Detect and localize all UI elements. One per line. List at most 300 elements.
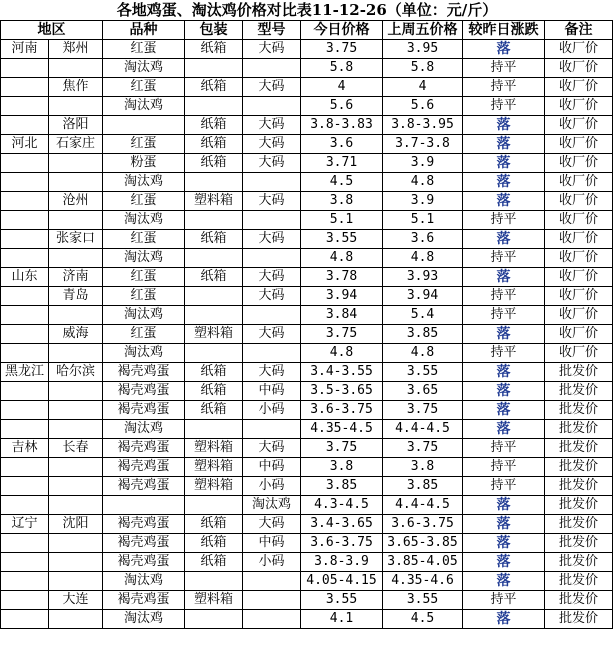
- col-header-packing: 包装: [185, 21, 243, 40]
- col-header-note: 备注: [545, 21, 613, 40]
- table-row: [1, 515, 613, 534]
- city-cell: 张家口: [49, 230, 103, 249]
- trend-cell: 落: [463, 401, 545, 420]
- packing-cell: 塑料箱: [185, 192, 243, 211]
- packing-cell: 纸箱: [185, 401, 243, 420]
- table-row: [1, 610, 613, 629]
- table-row: [1, 230, 613, 249]
- size-cell: 大码: [243, 154, 301, 173]
- variety-cell: 褐壳鸡蛋: [103, 382, 185, 401]
- city-cell: [49, 211, 103, 230]
- last-friday-price-cell: 3.9: [383, 192, 463, 211]
- city-cell: [49, 534, 103, 553]
- trend-cell: 落: [463, 534, 545, 553]
- variety-cell: 褐壳鸡蛋: [103, 553, 185, 572]
- packing-cell: 纸箱: [185, 230, 243, 249]
- trend-cell: 落: [463, 135, 545, 154]
- region-cell: 辽宁: [1, 515, 49, 534]
- variety-cell: 淘汰鸡: [103, 572, 185, 591]
- size-cell: [243, 173, 301, 192]
- last-friday-price-cell: 3.55: [383, 363, 463, 382]
- packing-cell: 纸箱: [185, 382, 243, 401]
- note-cell: 批发价: [545, 401, 613, 420]
- city-cell: 济南: [49, 268, 103, 287]
- trend-cell: 落: [463, 553, 545, 572]
- last-friday-price-cell: 3.95: [383, 40, 463, 59]
- variety-cell: 淘汰鸡: [103, 249, 185, 268]
- table-row: [1, 572, 613, 591]
- city-cell: 青岛: [49, 287, 103, 306]
- variety-cell: 红蛋: [103, 192, 185, 211]
- city-cell: 威海: [49, 325, 103, 344]
- trend-cell: 落: [463, 363, 545, 382]
- variety-cell: 褐壳鸡蛋: [103, 515, 185, 534]
- table-row: [1, 420, 613, 439]
- city-cell: [49, 97, 103, 116]
- note-cell: 收厂价: [545, 268, 613, 287]
- last-friday-price-cell: 4.8: [383, 344, 463, 363]
- trend-cell: 落: [463, 325, 545, 344]
- region-cell: [1, 192, 49, 211]
- city-cell: [49, 477, 103, 496]
- page-title: 各地鸡蛋、淘汰鸡价格对比表11-12-26（单位：元/斤）: [116, 1, 498, 19]
- last-friday-price-cell: 4.8: [383, 249, 463, 268]
- packing-cell: [185, 496, 243, 515]
- size-cell: [243, 591, 301, 610]
- trend-cell: 持平: [463, 78, 545, 97]
- region-cell: 吉林: [1, 439, 49, 458]
- city-cell: 石家庄: [49, 135, 103, 154]
- size-cell: [243, 59, 301, 78]
- last-friday-price-cell: 3.65-3.85: [383, 534, 463, 553]
- note-cell: 收厂价: [545, 287, 613, 306]
- table-row: [1, 325, 613, 344]
- packing-cell: [185, 610, 243, 629]
- size-cell: [243, 420, 301, 439]
- packing-cell: [185, 306, 243, 325]
- variety-cell: 淘汰鸡: [103, 420, 185, 439]
- packing-cell: 塑料箱: [185, 439, 243, 458]
- last-friday-price-cell: 4.4-4.5: [383, 420, 463, 439]
- packing-cell: 塑料箱: [185, 325, 243, 344]
- region-cell: [1, 230, 49, 249]
- today-price-cell: 3.6: [301, 135, 383, 154]
- trend-cell: 落: [463, 268, 545, 287]
- last-friday-price-cell: 3.6-3.75: [383, 515, 463, 534]
- region-cell: [1, 249, 49, 268]
- today-price-cell: 5.8: [301, 59, 383, 78]
- last-friday-price-cell: 3.65: [383, 382, 463, 401]
- today-price-cell: 3.94: [301, 287, 383, 306]
- region-cell: [1, 173, 49, 192]
- today-price-cell: 3.8: [301, 458, 383, 477]
- size-cell: 淘汰鸡: [243, 496, 301, 515]
- packing-cell: [185, 97, 243, 116]
- city-cell: [49, 401, 103, 420]
- col-header-region: 地区: [1, 21, 103, 40]
- packing-cell: [185, 59, 243, 78]
- size-cell: [243, 344, 301, 363]
- today-price-cell: 5.6: [301, 97, 383, 116]
- region-cell: [1, 610, 49, 629]
- last-friday-price-cell: 3.94: [383, 287, 463, 306]
- region-cell: [1, 591, 49, 610]
- size-cell: 小码: [243, 401, 301, 420]
- city-cell: 哈尔滨: [49, 363, 103, 382]
- note-cell: 收厂价: [545, 97, 613, 116]
- today-price-cell: 3.71: [301, 154, 383, 173]
- region-cell: [1, 97, 49, 116]
- note-cell: 批发价: [545, 496, 613, 515]
- variety-cell: 红蛋: [103, 78, 185, 97]
- trend-cell: 落: [463, 173, 545, 192]
- variety-cell: 褐壳鸡蛋: [103, 534, 185, 553]
- size-cell: [243, 572, 301, 591]
- last-friday-price-cell: 4.35-4.6: [383, 572, 463, 591]
- today-price-cell: 4.8: [301, 344, 383, 363]
- size-cell: 大码: [243, 439, 301, 458]
- packing-cell: 纸箱: [185, 135, 243, 154]
- note-cell: 收厂价: [545, 173, 613, 192]
- packing-cell: 塑料箱: [185, 458, 243, 477]
- region-cell: [1, 154, 49, 173]
- city-cell: [49, 420, 103, 439]
- last-friday-price-cell: 5.8: [383, 59, 463, 78]
- note-cell: 收厂价: [545, 78, 613, 97]
- table-row: [1, 439, 613, 458]
- col-header-trend: 较昨日涨跌: [463, 21, 545, 40]
- table-row: [1, 477, 613, 496]
- today-price-cell: 3.5-3.65: [301, 382, 383, 401]
- region-cell: [1, 306, 49, 325]
- size-cell: 大码: [243, 116, 301, 135]
- today-price-cell: 4.8: [301, 249, 383, 268]
- variety-cell: 褐壳鸡蛋: [103, 591, 185, 610]
- trend-cell: 持平: [463, 591, 545, 610]
- packing-cell: [185, 287, 243, 306]
- city-cell: [49, 154, 103, 173]
- note-cell: 批发价: [545, 458, 613, 477]
- note-cell: 批发价: [545, 515, 613, 534]
- region-cell: 黑龙江: [1, 363, 49, 382]
- table-row: [1, 306, 613, 325]
- table-row: [1, 553, 613, 572]
- size-cell: 小码: [243, 477, 301, 496]
- variety-cell: 淘汰鸡: [103, 211, 185, 230]
- region-cell: 山东: [1, 268, 49, 287]
- trend-cell: 持平: [463, 59, 545, 78]
- today-price-cell: 4.1: [301, 610, 383, 629]
- note-cell: 收厂价: [545, 230, 613, 249]
- variety-cell: 褐壳鸡蛋: [103, 458, 185, 477]
- region-cell: 河南: [1, 40, 49, 59]
- table-row: [1, 591, 613, 610]
- today-price-cell: 3.8: [301, 192, 383, 211]
- size-cell: 大码: [243, 515, 301, 534]
- variety-cell: [103, 496, 185, 515]
- trend-cell: 落: [463, 40, 545, 59]
- variety-cell: 红蛋: [103, 268, 185, 287]
- size-cell: 中码: [243, 382, 301, 401]
- city-cell: 焦作: [49, 78, 103, 97]
- today-price-cell: 5.1: [301, 211, 383, 230]
- size-cell: 大码: [243, 268, 301, 287]
- city-cell: 长春: [49, 439, 103, 458]
- trend-cell: 持平: [463, 287, 545, 306]
- today-price-cell: 4.3-4.5: [301, 496, 383, 515]
- city-cell: [49, 344, 103, 363]
- table-row: [1, 116, 613, 135]
- city-cell: 郑州: [49, 40, 103, 59]
- table-row: [1, 154, 613, 173]
- city-cell: [49, 306, 103, 325]
- region-cell: [1, 287, 49, 306]
- packing-cell: [185, 572, 243, 591]
- table-row: [1, 496, 613, 515]
- region-cell: [1, 382, 49, 401]
- table-row: [1, 458, 613, 477]
- table-row: [1, 40, 613, 59]
- packing-cell: 纸箱: [185, 116, 243, 135]
- city-cell: 沧州: [49, 192, 103, 211]
- region-cell: [1, 401, 49, 420]
- size-cell: 大码: [243, 78, 301, 97]
- size-cell: 大码: [243, 287, 301, 306]
- city-cell: 洛阳: [49, 116, 103, 135]
- today-price-cell: 4.5: [301, 173, 383, 192]
- table-row: [1, 534, 613, 553]
- variety-cell: 淘汰鸡: [103, 306, 185, 325]
- packing-cell: [185, 249, 243, 268]
- table-row: [1, 211, 613, 230]
- city-cell: [49, 496, 103, 515]
- packing-cell: 纸箱: [185, 363, 243, 382]
- trend-cell: 落: [463, 496, 545, 515]
- packing-cell: 纸箱: [185, 40, 243, 59]
- today-price-cell: 3.6-3.75: [301, 534, 383, 553]
- last-friday-price-cell: 3.85: [383, 477, 463, 496]
- today-price-cell: 3.8-3.9: [301, 553, 383, 572]
- city-cell: [49, 249, 103, 268]
- col-header-today: 今日价格: [301, 21, 383, 40]
- region-cell: [1, 344, 49, 363]
- note-cell: 批发价: [545, 572, 613, 591]
- size-cell: 大码: [243, 325, 301, 344]
- note-cell: 收厂价: [545, 325, 613, 344]
- header-row: [1, 21, 613, 40]
- note-cell: 收厂价: [545, 154, 613, 173]
- last-friday-price-cell: 3.8-3.95: [383, 116, 463, 135]
- today-price-cell: 3.84: [301, 306, 383, 325]
- size-cell: 大码: [243, 40, 301, 59]
- city-cell: [49, 59, 103, 78]
- table-row: [1, 78, 613, 97]
- variety-cell: 粉蛋: [103, 154, 185, 173]
- packing-cell: 纸箱: [185, 515, 243, 534]
- region-cell: [1, 496, 49, 515]
- trend-cell: 持平: [463, 344, 545, 363]
- today-price-cell: 3.78: [301, 268, 383, 287]
- region-cell: [1, 477, 49, 496]
- table-row: [1, 59, 613, 78]
- note-cell: 批发价: [545, 610, 613, 629]
- trend-cell: 落: [463, 420, 545, 439]
- city-cell: 沈阳: [49, 515, 103, 534]
- region-cell: [1, 59, 49, 78]
- variety-cell: [103, 116, 185, 135]
- variety-cell: 红蛋: [103, 287, 185, 306]
- table-row: [1, 344, 613, 363]
- table-row: [1, 382, 613, 401]
- variety-cell: 红蛋: [103, 40, 185, 59]
- variety-cell: 淘汰鸡: [103, 610, 185, 629]
- variety-cell: 红蛋: [103, 230, 185, 249]
- variety-cell: 淘汰鸡: [103, 173, 185, 192]
- last-friday-price-cell: 5.1: [383, 211, 463, 230]
- city-cell: [49, 553, 103, 572]
- note-cell: 收厂价: [545, 40, 613, 59]
- packing-cell: 纸箱: [185, 154, 243, 173]
- today-price-cell: 3.75: [301, 325, 383, 344]
- size-cell: [243, 97, 301, 116]
- city-cell: [49, 173, 103, 192]
- table-row: [1, 287, 613, 306]
- note-cell: 批发价: [545, 382, 613, 401]
- trend-cell: 持平: [463, 97, 545, 116]
- region-cell: [1, 325, 49, 344]
- note-cell: 批发价: [545, 363, 613, 382]
- region-cell: [1, 116, 49, 135]
- last-friday-price-cell: 3.93: [383, 268, 463, 287]
- variety-cell: 淘汰鸡: [103, 97, 185, 116]
- today-price-cell: 3.85: [301, 477, 383, 496]
- table-row: [1, 97, 613, 116]
- size-cell: [243, 249, 301, 268]
- note-cell: 收厂价: [545, 249, 613, 268]
- trend-cell: 落: [463, 230, 545, 249]
- today-price-cell: 4: [301, 78, 383, 97]
- last-friday-price-cell: 3.7-3.8: [383, 135, 463, 154]
- size-cell: 大码: [243, 363, 301, 382]
- packing-cell: 塑料箱: [185, 477, 243, 496]
- variety-cell: 红蛋: [103, 325, 185, 344]
- note-cell: 收厂价: [545, 59, 613, 78]
- today-price-cell: 3.55: [301, 230, 383, 249]
- size-cell: 大码: [243, 192, 301, 211]
- size-cell: [243, 306, 301, 325]
- note-cell: 批发价: [545, 534, 613, 553]
- trend-cell: 持平: [463, 458, 545, 477]
- today-price-cell: 3.75: [301, 439, 383, 458]
- last-friday-price-cell: 3.75: [383, 439, 463, 458]
- today-price-cell: 4.35-4.5: [301, 420, 383, 439]
- note-cell: 收厂价: [545, 211, 613, 230]
- region-cell: [1, 458, 49, 477]
- last-friday-price-cell: 4: [383, 78, 463, 97]
- packing-cell: 纸箱: [185, 553, 243, 572]
- col-header-variety: 品种: [103, 21, 185, 40]
- last-friday-price-cell: 5.4: [383, 306, 463, 325]
- col-header-last-friday: 上周五价格: [383, 21, 463, 40]
- table-row: [1, 268, 613, 287]
- note-cell: 收厂价: [545, 135, 613, 154]
- trend-cell: 持平: [463, 211, 545, 230]
- region-cell: [1, 553, 49, 572]
- last-friday-price-cell: 3.85: [383, 325, 463, 344]
- trend-cell: 持平: [463, 439, 545, 458]
- packing-cell: [185, 211, 243, 230]
- note-cell: 批发价: [545, 477, 613, 496]
- variety-cell: 褐壳鸡蛋: [103, 401, 185, 420]
- today-price-cell: 3.55: [301, 591, 383, 610]
- region-cell: [1, 211, 49, 230]
- trend-cell: 落: [463, 154, 545, 173]
- trend-cell: 持平: [463, 249, 545, 268]
- today-price-cell: 3.4-3.65: [301, 515, 383, 534]
- col-header-size: 型号: [243, 21, 301, 40]
- trend-cell: 持平: [463, 477, 545, 496]
- last-friday-price-cell: 3.85-4.05: [383, 553, 463, 572]
- trend-cell: 落: [463, 116, 545, 135]
- note-cell: 收厂价: [545, 344, 613, 363]
- variety-cell: 淘汰鸡: [103, 344, 185, 363]
- size-cell: [243, 610, 301, 629]
- trend-cell: 落: [463, 192, 545, 211]
- note-cell: 收厂价: [545, 116, 613, 135]
- city-cell: [49, 382, 103, 401]
- region-cell: [1, 420, 49, 439]
- size-cell: 中码: [243, 534, 301, 553]
- last-friday-price-cell: 5.6: [383, 97, 463, 116]
- last-friday-price-cell: 4.5: [383, 610, 463, 629]
- today-price-cell: 4.05-4.15: [301, 572, 383, 591]
- table-body: [1, 40, 613, 629]
- last-friday-price-cell: 3.8: [383, 458, 463, 477]
- packing-cell: [185, 344, 243, 363]
- trend-cell: 落: [463, 610, 545, 629]
- last-friday-price-cell: 4.8: [383, 173, 463, 192]
- last-friday-price-cell: 3.75: [383, 401, 463, 420]
- trend-cell: 持平: [463, 306, 545, 325]
- price-table: [0, 20, 613, 629]
- table-row: [1, 135, 613, 154]
- city-cell: [49, 572, 103, 591]
- variety-cell: 褐壳鸡蛋: [103, 363, 185, 382]
- region-cell: 河北: [1, 135, 49, 154]
- city-cell: [49, 458, 103, 477]
- today-price-cell: 3.4-3.55: [301, 363, 383, 382]
- note-cell: 收厂价: [545, 192, 613, 211]
- today-price-cell: 3.75: [301, 40, 383, 59]
- table-row: [1, 401, 613, 420]
- packing-cell: 纸箱: [185, 268, 243, 287]
- trend-cell: 落: [463, 382, 545, 401]
- table-row: [1, 363, 613, 382]
- note-cell: 批发价: [545, 420, 613, 439]
- size-cell: 中码: [243, 458, 301, 477]
- today-price-cell: 3.8-3.83: [301, 116, 383, 135]
- city-cell: [49, 610, 103, 629]
- packing-cell: 纸箱: [185, 78, 243, 97]
- region-cell: [1, 78, 49, 97]
- last-friday-price-cell: 3.9: [383, 154, 463, 173]
- note-cell: 批发价: [545, 591, 613, 610]
- size-cell: [243, 211, 301, 230]
- note-cell: 批发价: [545, 553, 613, 572]
- variety-cell: 淘汰鸡: [103, 59, 185, 78]
- packing-cell: [185, 420, 243, 439]
- table-row: [1, 249, 613, 268]
